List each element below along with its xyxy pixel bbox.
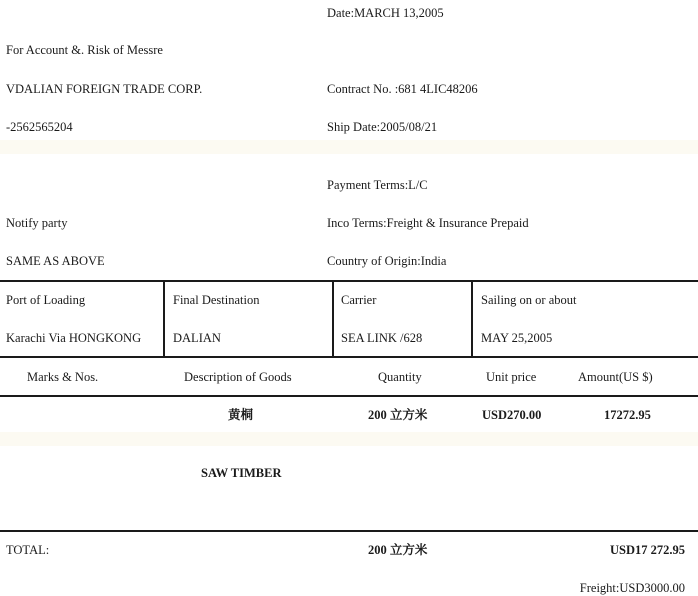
col-header-unit-price: Unit price xyxy=(486,370,537,384)
col-header-quantity: Quantity xyxy=(378,370,422,384)
carrier-value: SEA LINK /628 xyxy=(341,331,423,345)
goods-description-note: SAW TIMBER xyxy=(201,466,282,480)
divider-top xyxy=(0,280,698,282)
divider-vertical-1 xyxy=(163,280,165,356)
goods-description: 黄桐 xyxy=(228,407,254,422)
notify-party-value: SAME AS ABOVE xyxy=(6,254,105,268)
contract-no: Contract No. :681 4LIC48206 xyxy=(327,82,478,96)
final-destination-value: DALIAN xyxy=(173,331,221,345)
ship-date: Ship Date:2005/08/21 xyxy=(327,120,438,134)
divider-vertical-3 xyxy=(471,280,473,356)
total-label: TOTAL: xyxy=(6,543,50,557)
final-destination-label: Final Destination xyxy=(173,293,260,307)
freight-amount: Freight:USD3000.00 xyxy=(579,581,685,595)
date-text: Date:MARCH 13,2005 xyxy=(327,6,444,20)
buyer-name: VDALIAN FOREIGN TRADE CORP. xyxy=(6,82,203,96)
goods-amount: 17272.95 xyxy=(604,408,651,422)
divider-table-header xyxy=(0,395,698,397)
notify-party-label: Notify party xyxy=(6,216,68,230)
goods-quantity: 200 立方米 xyxy=(368,408,428,422)
col-header-marks: Marks & Nos. xyxy=(27,370,99,384)
col-header-description: Description of Goods xyxy=(184,370,292,384)
country-of-origin: Country of Origin:India xyxy=(327,254,447,268)
account-label: For Account &. Risk of Messre xyxy=(6,43,163,57)
inco-terms: Inco Terms:Freight & Insurance Prepaid xyxy=(327,216,529,230)
divider-vertical-2 xyxy=(332,280,334,356)
divider-shipping-bottom xyxy=(0,356,698,358)
sailing-label: Sailing on or about xyxy=(481,293,577,307)
port-of-loading-label: Port of Loading xyxy=(6,293,86,307)
goods-unit-price: USD270.00 xyxy=(482,408,542,422)
port-of-loading-value: Karachi Via HONGKONG xyxy=(6,331,142,345)
sailing-value: MAY 25,2005 xyxy=(481,331,553,345)
carrier-label: Carrier xyxy=(341,293,377,307)
buyer-phone: -2562565204 xyxy=(6,120,73,134)
payment-terms: Payment Terms:L/C xyxy=(327,178,428,192)
total-quantity: 200 立方米 xyxy=(368,543,428,557)
total-amount: USD17 272.95 xyxy=(609,543,685,557)
divider-total xyxy=(0,530,698,532)
col-header-amount: Amount(US $) xyxy=(578,370,653,384)
